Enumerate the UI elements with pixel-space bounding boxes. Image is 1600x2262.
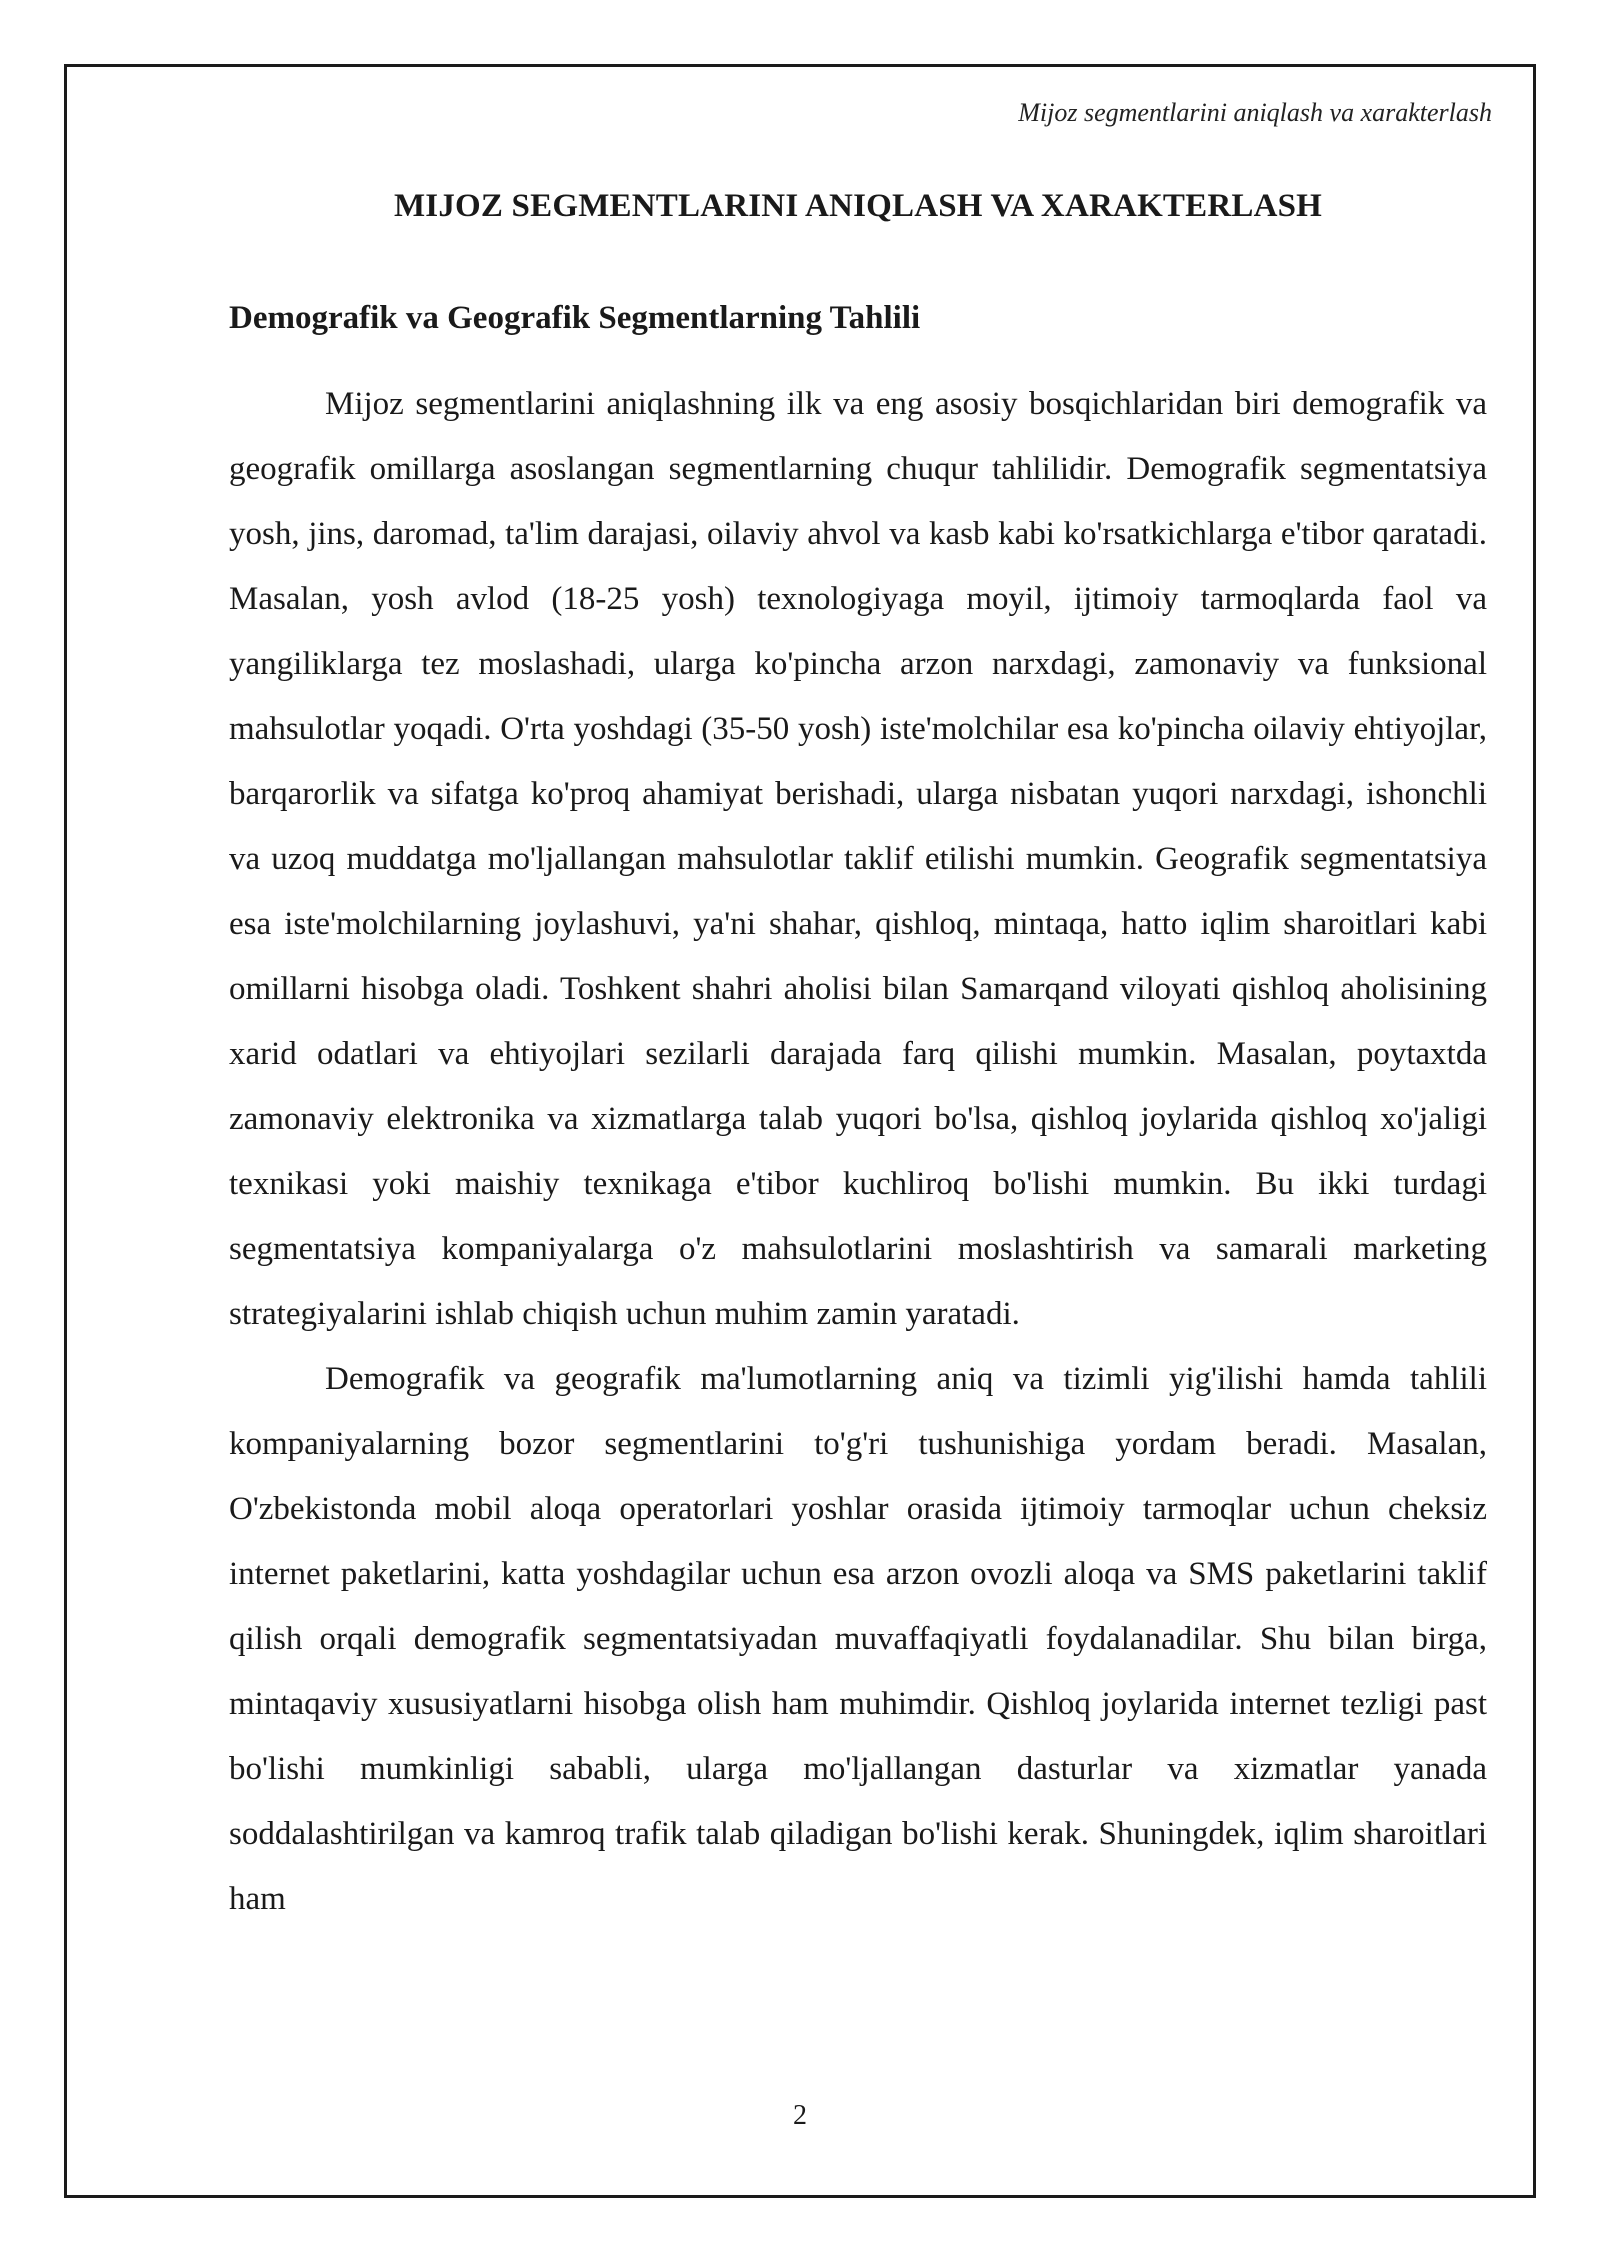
running-header: Mijoz segmentlarini aniqlash va xarakterlash: [1018, 98, 1492, 127]
body-text: [229, 372, 1487, 1932]
paragraph-1: Mijoz segmentlarini aniqlashning ilk va eng asosiy bosqichlaridan biri demografik va geografik omillarga asoslangan segmentlarning chuqur tahlilidir. Demografik segmentatsiya yosh, jins, daromad, ta'lim darajasi, oilaviy ahvol va kasb kabi ko'rsatkichlarga e'tibor qaratadi. Masalan, yosh avlod (18-25 yosh) texnologiyaga moyil, ijtimoiy tarmoqlarda faol va yangiliklarga tez moslashadi, ularga ko'pincha arzon narxdagi, zamonaviy va funksional mahsulotlar yoqadi. O'rta yoshdagi (35-50 yosh) iste'molchilar esa ko'pincha oilaviy ehtiyojlar, barqarorlik va sifatga ko'proq ahamiyat berishadi, ularga nisbatan yuqori narxdagi, ishonchli va uzoq muddatga mo'ljallangan mahsulotlar taklif etilishi mumkin. Geografik segmentatsiya esa iste'molchilarning joylashuvi, ya'ni shahar, qishloq, mintaqa, hatto iqlim sharoitlari kabi omillarni hisobga oladi. Toshkent shahri aholisi bilan Samarqand viloyati qishloq aholisining xarid odatlari va ehtiyojlari sezilarli darajada farq qilishi mumkin. Masalan, poytaxtda zamonaviy elektronika va xizmatlarga talab yuqori bo'lsa, qishloq joylarida qishloq xo'jaligi texnikasi yoki maishiy texnikaga e'tibor kuchliroq bo'lishi mumkin. Bu ikki turdagi segmentatsiya kompaniyalarga o'z mahsulotlarini moslashtirish va samarali marketing strategiyalarini ishlab chiqish uchun muhim zamin yaratadi.: [229, 386, 1487, 1332]
page-number: 2: [793, 2100, 807, 2131]
paragraph-2: Demografik va geografik ma'lumotlarning aniq va tizimli yig'ilishi hamda tahlili kompaniyalarning bozor segmentlarini to'g'ri tushunishiga yordam beradi. Masalan, O'zbekistonda mobil aloqa operatorlari yoshlar orasida ijtimoiy tarmoqlar uchun cheksiz internet paketlarini, katta yoshdagilar uchun esa arzon ovozli aloqa va SMS paketlarini taklif qilish orqali demografik segmentatsiyadan muvaffaqiyatli foydalanadilar. Shu bilan birga, mintaqaviy xususiyatlarni hisobga olish ham muhimdir. Qishloq joylarida internet tezligi past bo'lishi mumkinligi sababli, ularga mo'ljallangan dasturlar va xizmatlar yanada soddalashtirilgan va kamroq trafik talab qiladigan bo'lishi kerak. Shuningdek, iqlim sharoitlari ham: [229, 1361, 1487, 1917]
document-title: MIJOZ SEGMENTLARINI ANIQLASH VA XARAKTERLASH: [393, 188, 1323, 224]
section-heading: Demografik va Geografik Segmentlarning Tahlili: [229, 300, 921, 336]
